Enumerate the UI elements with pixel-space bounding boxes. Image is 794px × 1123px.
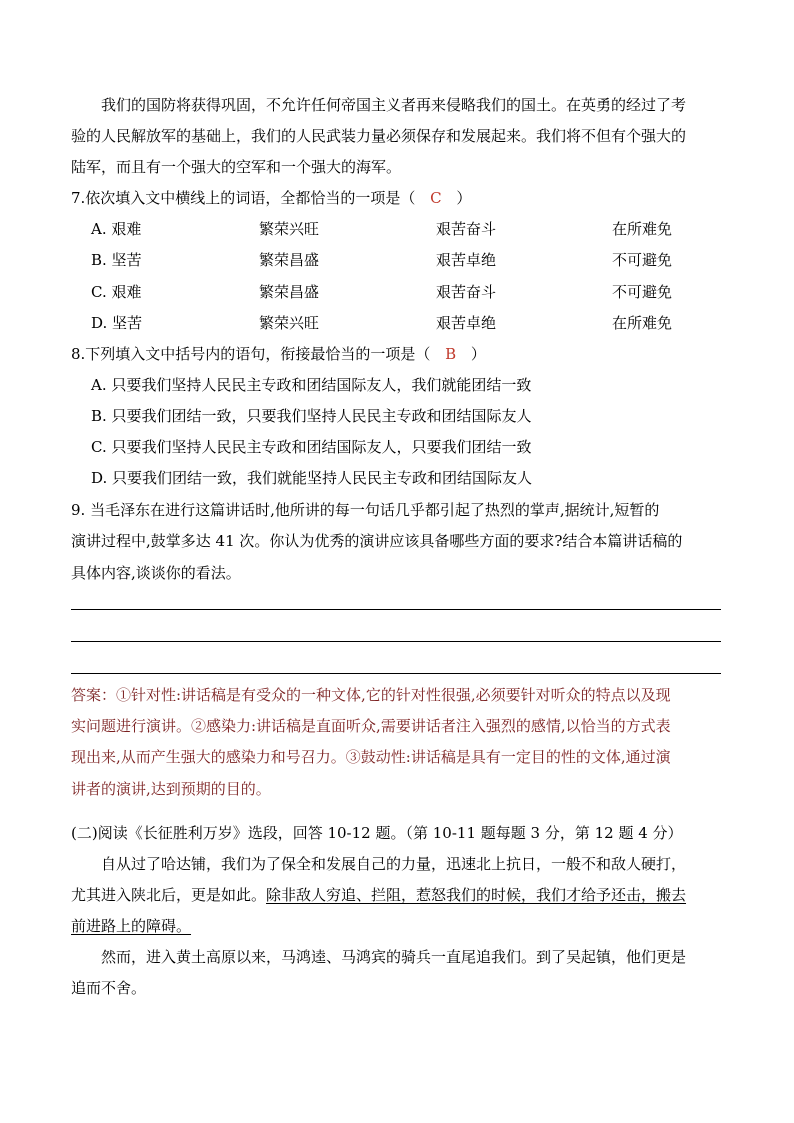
section-2-paragraph-line: 追而不舍。 [71, 979, 147, 997]
question-8-option-c: C. 只要我们坚持人民民主专政和团结国际友人，只要我们团结一致 [91, 438, 532, 456]
option-b-word-1: B. 坚苦 [91, 251, 142, 269]
question-7-close: ） [456, 189, 472, 207]
option-b-word-3: 艰苦卓绝 [436, 251, 497, 269]
answer-9-line: 讲者的演讲,达到预期的目的。 [71, 780, 271, 798]
option-b-word-4: 不可避免 [612, 251, 673, 269]
option-d-word-3: 艰苦卓绝 [436, 314, 497, 332]
question-7-stem [71, 187, 471, 209]
answer-9-line: 现出来,从而产生强大的感染力和号召力。③鼓动性:讲话稿是具有一定目的性的文体,通过演 [71, 748, 671, 766]
option-d-word-1: D. 坚苦 [91, 314, 143, 332]
question-7-text: 7.依次填入文中横线上的词语，全都恰当的一项是（ [71, 189, 416, 207]
option-c-word-4: 不可避免 [612, 283, 673, 301]
option-a-word-2: 繁荣兴旺 [259, 220, 320, 238]
option-d-word-4: 在所难免 [612, 314, 673, 332]
option-a-word-4: 在所难免 [612, 220, 673, 238]
option-a-word-3: 艰苦奋斗 [436, 220, 497, 238]
option-c-word-2: 繁荣昌盛 [259, 283, 320, 301]
passage-line: 陆军，而且有一个强大的空军和一个强大的海军。 [71, 158, 402, 176]
question-9-line: 具体内容,谈谈你的看法。 [71, 564, 241, 582]
question-8-text: 8.下列填入文中括号内的语句，衔接最恰当的一项是（ [71, 345, 431, 363]
answer-9-line: 实问题进行演讲。②感染力:讲话稿是直面听众,需要讲话者注入强烈的感情,以恰当的方式表 [71, 717, 671, 735]
answer-writing-line[interactable] [71, 641, 721, 642]
section-2-paragraph-line: 自从过了哈达铺，我们为了保全和发展自己的力量，迅速北上抗日，一般不和敌人硬打， [101, 855, 687, 873]
section-2-paragraph-line: 然而，进入黄土高原以来，马鸿逵、马鸿宾的骑兵一直尾追我们。到了吴起镇，他们更是 [101, 948, 687, 966]
question-7-answer: C [430, 189, 442, 207]
question-8-close: ） [470, 345, 486, 363]
question-9-line: 演讲过程中,鼓掌多达 41 次。你认为优秀的演讲应该具备哪些方面的要求?结合本篇讲话稿的 [71, 532, 683, 550]
option-a-word-1: A. 艰难 [91, 220, 142, 238]
option-c-word-1: C. 艰难 [91, 283, 142, 301]
section-2-paragraph-line [71, 915, 191, 937]
passage-line: 验的人民解放军的基础上，我们的人民武装力量必须保存和发展起来。我们将不但有个强大的 [71, 127, 687, 145]
question-8-option-a: A. 只要我们坚持人民民主专政和团结国际友人，我们就能团结一致 [91, 376, 532, 394]
question-8-stem [71, 343, 486, 365]
underlined-sentence: 前进路上的障碍。 [71, 917, 192, 935]
option-d-word-2: 繁荣兴旺 [259, 314, 320, 332]
plain-text: 尤其进入陕北后，更是如此。 [71, 886, 267, 904]
question-8-answer: B [445, 345, 457, 363]
question-9-line: 9. 当毛泽东在进行这篇讲话时,他所讲的每一句话几乎都引起了热烈的掌声,据统计,短暂的 [71, 501, 660, 519]
section-2-header: (二)阅读《长征胜利万岁》选段，回答 10-12 题。（第 10-11 题每题 3 分，第 12 题 4 分） [71, 824, 683, 842]
section-2-paragraph-line [71, 884, 686, 906]
passage-line: 我们的国防将获得巩固，不允许任何帝国主义者再来侵略我们的国土。在英勇的经过了考 [101, 96, 687, 114]
answer-9-line: 答案：①针对性:讲话稿是有受众的一种文体,它的针对性很强,必须要针对听众的特点以及现 [71, 686, 671, 704]
answer-writing-line[interactable] [71, 609, 721, 610]
underlined-sentence: 除非敌人穷追、拦阻，惹怒我们的时候，我们才给予还击，搬去 [266, 886, 687, 904]
question-8-option-b: B. 只要我们团结一致，只要我们坚持人民民主专政和团结国际友人 [91, 407, 532, 425]
answer-writing-line[interactable] [71, 673, 721, 674]
question-8-option-d: D. 只要我们团结一致，我们就能坚持人民民主专政和团结国际友人 [91, 469, 533, 487]
option-c-word-3: 艰苦奋斗 [436, 283, 497, 301]
option-b-word-2: 繁荣昌盛 [259, 251, 320, 269]
